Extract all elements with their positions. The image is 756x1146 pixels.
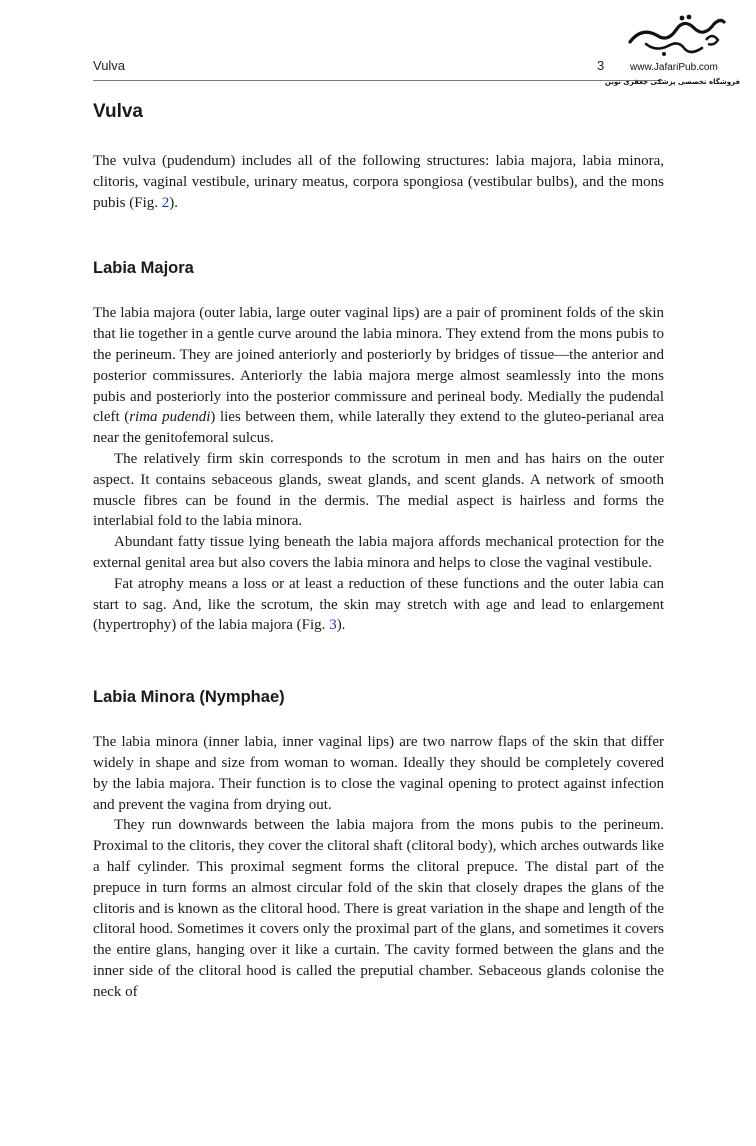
labia-majora-paragraph-1	[93, 303, 664, 449]
header-rule	[93, 80, 663, 81]
intro-text: The vulva (pudendum) includes all of the following structures: labia majora, labia minora, clitoris, vaginal vestibule, urinary meatus, corpora spongiosa (vestibular bulbs), and the mons pubis (Fig.	[93, 153, 664, 211]
section-spacer	[93, 636, 664, 684]
page-content	[93, 96, 664, 1003]
section-spacer	[93, 213, 664, 255]
running-head-title: Vulva	[93, 58, 126, 73]
labia-majora-p4-text-end: ).	[336, 617, 346, 634]
labia-majora-p1-text: The labia majora (outer labia, large outer vaginal lips) are a pair of prominent folds of the skin that lie together in a gentle curve around the labia minora. They extend from the mons pubis to the perineum. They are joined anteriorly and posteriorly by bridges of tissue—the anterior and posterior commissures. Anteriorly the labia majora merge almost seamlessly into the mons pubis and posteriorly into the posterior commissure and perineal body. Medially the pudendal cleft (	[93, 305, 664, 426]
figure-reference-2[interactable]: 2	[161, 194, 170, 211]
labia-majora-p4-text: Fat atrophy means a loss or at least a reduction of these functions and the outer labia can start to sag. And, like the scrotum, the skin may stretch with age and lead to enlargement (hypertrophy) of the labia majora (Fig.	[93, 575, 664, 634]
labia-majora-p1-text-end: ) lies between them, while laterally they extend to the gluteo-perianal area near the genitofemoral sulcus.	[93, 409, 664, 447]
page-number: 3	[597, 58, 605, 73]
labia-minora-paragraph-1: The labia minora (inner labia, inner vaginal lips) are two narrow flaps of the skin that differ widely in shape and size from woman to woman. Ideally they should be completely covered by the labia majora. Their function is to close the vaginal opening to protect against infection and prevent the vagina from drying out.	[93, 734, 664, 813]
figure-reference-3[interactable]: 3	[329, 617, 337, 634]
latin-term: rima pudendi	[129, 409, 211, 426]
labia-minora-paragraph-2: They run downwards between the labia majora from the mons pubis to the perineum. Proximal to the clitoris, they cover the clitoral shaft (clitoral body), which arches outwards like a half cylinder. This proximal segment forms the clitoral prepuce. The distal part of the prepuce in turn forms an almost circular fold of the skin that closely drapes the glans of the clitoris and is known as the clitoral hood. There is great variation in the shape and length of the clitoral hood. Sometimes it covers only the proximal part of the glans, and sometimes it covers the entire glans, hanging over it like a curtain. The cavity formed between the glans and the inner side of the clitoral hood is called the preputial chamber. Sebaceous glands colonise the neck of	[93, 817, 664, 1000]
section-title-labia-minora: Labia Minora (Nymphae)	[93, 688, 285, 707]
section-title-labia-majora: Labia Majora	[93, 259, 194, 278]
labia-majora-paragraph-2: The relatively firm skin corresponds to the scrotum in men and has hairs on the outer aspect. It contains sebaceous glands, sweat glands, and scent glands. A network of smooth muscle fibres can be found in the dermis. The medial aspect is hairless and forms the interlabial fold to the labia minora.	[93, 450, 664, 530]
intro-text-end: ).	[169, 194, 179, 211]
chapter-title: Vulva	[93, 101, 143, 122]
intro-paragraph	[93, 151, 664, 213]
publisher-logo-url: www.JafariPub.com	[630, 62, 718, 73]
labia-majora-paragraph-4	[93, 574, 664, 636]
publisher-logo-subtitle: فروشگاه تخصصی پزشکی جعفری نوین	[604, 78, 740, 86]
publisher-logo	[604, 12, 740, 92]
labia-majora-paragraph-3: Abundant fatty tissue lying beneath the labia majora affords mechanical protection for the external genital area but also covers the labia minora and helps to close the vaginal vestibule.	[93, 534, 664, 571]
publisher-logo-mark-icon	[624, 12, 728, 60]
